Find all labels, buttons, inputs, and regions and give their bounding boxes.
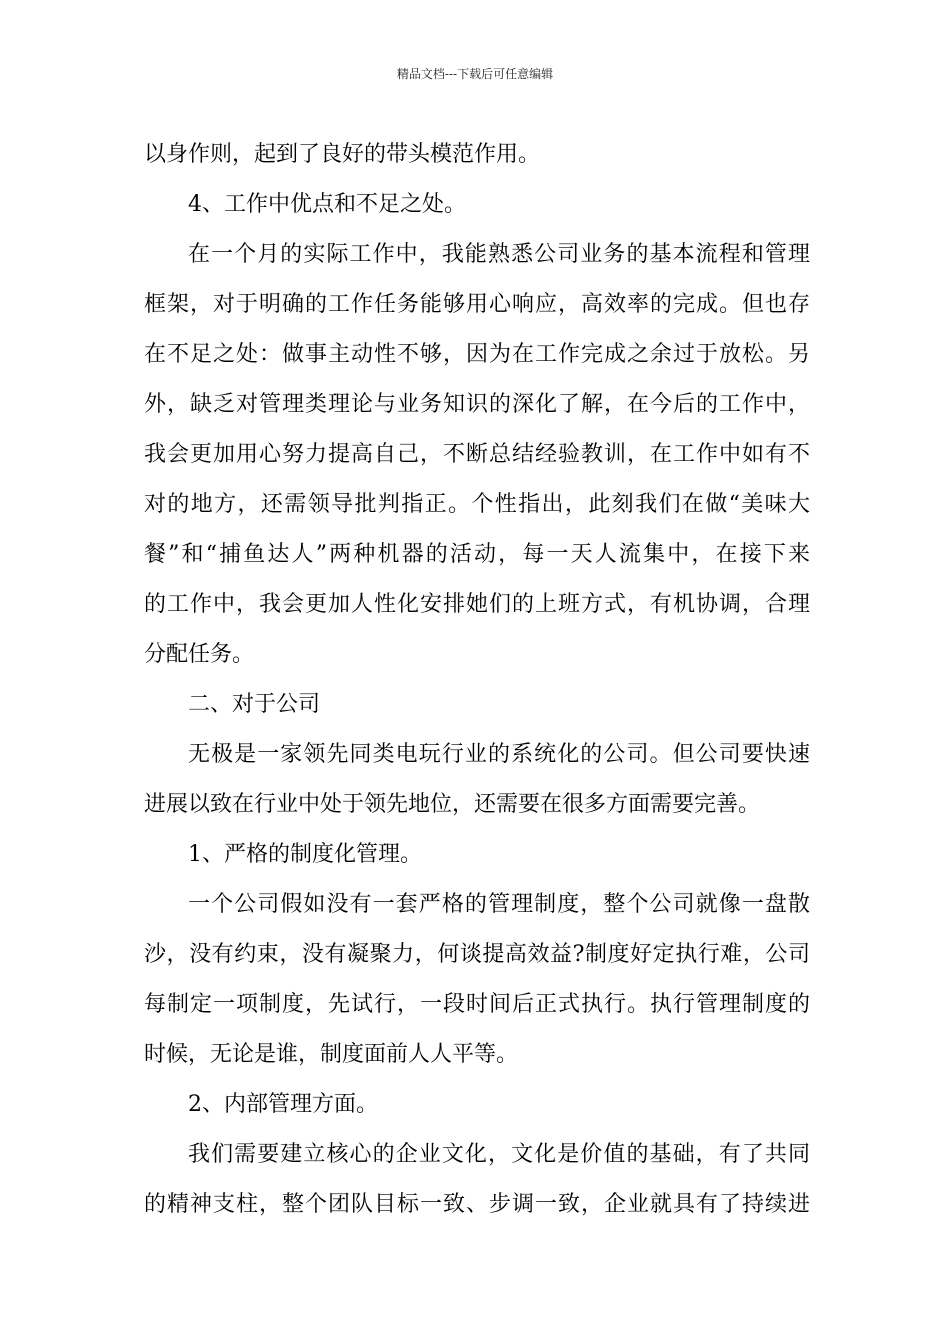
document-body (144, 130, 810, 1230)
text-line: 的精神支柱，整个团队目标一致、步调一致，企业就具有了持续进 (144, 1192, 810, 1217)
text-line: 外，缺乏对管理类理论与业务知识的深化了解，在今后的工作中， (144, 392, 810, 417)
text-line: 对的地方，还需领导批判指正。个性指出，此刻我们在做“美味大 (144, 492, 810, 517)
text-line: 在一个月的实际工作中，我能熟悉公司业务的基本流程和管理 (188, 242, 810, 267)
text-line: 框架，对于明确的工作任务能够用心响应，高效率的完成。但也存 (144, 292, 810, 317)
page-header: 精品文档---下载后可任意编辑 (396, 67, 554, 81)
text-line: 沙，没有约束，没有凝聚力，何谈提高效益?制度好定执行难，公司 (144, 942, 810, 967)
text-line: 4、工作中优点和不足之处。 (188, 192, 466, 217)
text-line: 我会更加用心努力提高自己，不断总结经验教训，在工作中如有不 (144, 442, 810, 467)
text-line: 餐”和“捕鱼达人”两种机器的活动，每一天人流集中，在接下来 (144, 542, 810, 567)
text-line: 以身作则，起到了良好的带头模范作用。 (144, 142, 541, 167)
text-line: 分配任务。 (144, 642, 255, 667)
text-line: 一个公司假如没有一套严格的管理制度，整个公司就像一盘散 (188, 892, 810, 917)
text-line: 二、对于公司 (188, 692, 321, 717)
text-line: 2、内部管理方面。 (188, 1092, 378, 1117)
text-line: 无极是一家领先同类电玩行业的系统化的公司。但公司要快速 (188, 742, 810, 767)
text-line: 1、严格的制度化管理。 (188, 842, 422, 867)
text-line: 每制定一项制度，先试行，一段时间后正式执行。执行管理制度的 (144, 992, 810, 1017)
text-line: 进展以致在行业中处于领先地位，还需要在很多方面需要完善。 (144, 792, 761, 817)
text-line: 在不足之处：做事主动性不够，因为在工作完成之余过于放松。另 (144, 342, 810, 367)
text-line: 我们需要建立核心的企业文化，文化是价值的基础，有了共同 (188, 1142, 810, 1167)
text-line: 时候，无论是谁，制度面前人人平等。 (144, 1042, 519, 1067)
text-line: 的工作中，我会更加人性化安排她们的上班方式，有机协调，合理 (144, 592, 810, 617)
